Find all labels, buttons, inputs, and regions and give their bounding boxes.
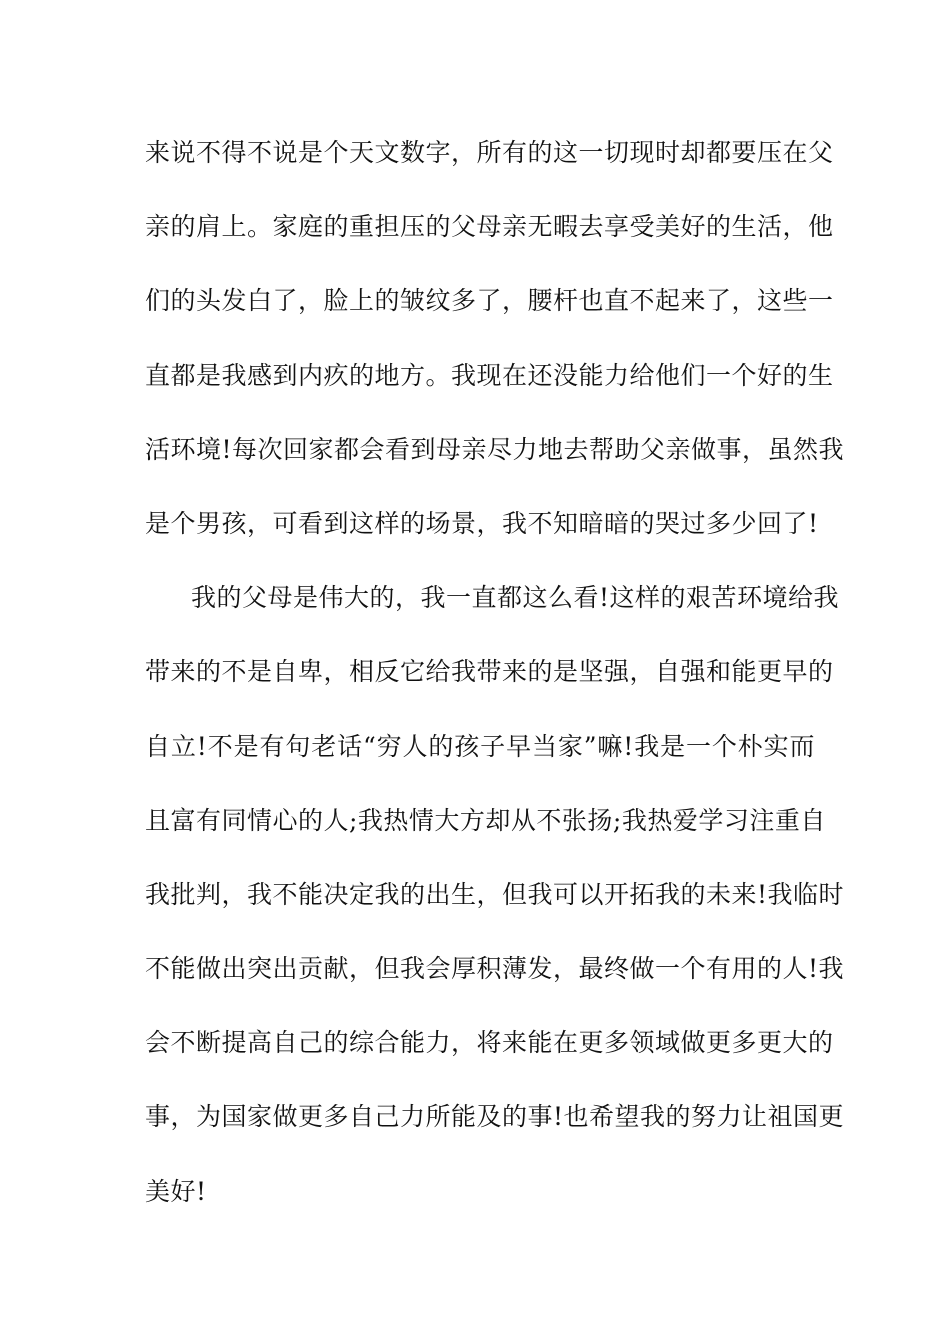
text-line-5: 活环境!每次回家都会看到母亲尽力地去帮助父亲做事，虽然我 — [145, 434, 845, 464]
text-line-10: 且富有同情心的人;我热情大方却从不张扬;我热爱学习注重自 — [145, 805, 826, 835]
text-line-8: 带来的不是自卑，相反它给我带来的是坚强，自强和能更早的 — [145, 657, 834, 687]
text-line-1: 来说不得不说是个天文数字，所有的这一切现时却都要压在父 — [145, 138, 834, 167]
text-line-14: 事，为国家做更多自己力所能及的事!也希望我的努力让祖国更 — [145, 1102, 845, 1132]
text-line-4: 直都是我感到内疚的地方。我现在还没能力给他们一个好的生 — [145, 360, 834, 390]
text-line-15: 美好! — [145, 1176, 207, 1206]
text-line-13: 会不断提高自己的综合能力，将来能在更多领域做更多更大的 — [145, 1028, 834, 1058]
text-line-11: 我批判，我不能决定我的出生，但我可以开拓我的未来!我临时 — [145, 879, 845, 909]
text-line-6: 是个男孩，可看到这样的场景，我不知暗暗的哭过多少回了! — [145, 508, 819, 538]
text-line-7: 我的父母是伟大的，我一直都这么看!这样的艰苦环境给我 — [191, 583, 840, 613]
text-line-9: 自立!不是有句老话“穷人的孩子早当家”嘛!我是一个朴实而 — [145, 731, 815, 761]
essay-body — [145, 126, 845, 1239]
text-line-2: 亲的肩上。家庭的重担压的父母亲无暇去享受美好的生活，他 — [145, 212, 834, 242]
text-line-3: 们的头发白了，脸上的皱纹多了，腰杆也直不起来了，这些一 — [145, 286, 834, 316]
text-line-12: 不能做出突出贡献，但我会厚积薄发，最终做一个有用的人!我 — [145, 954, 845, 984]
